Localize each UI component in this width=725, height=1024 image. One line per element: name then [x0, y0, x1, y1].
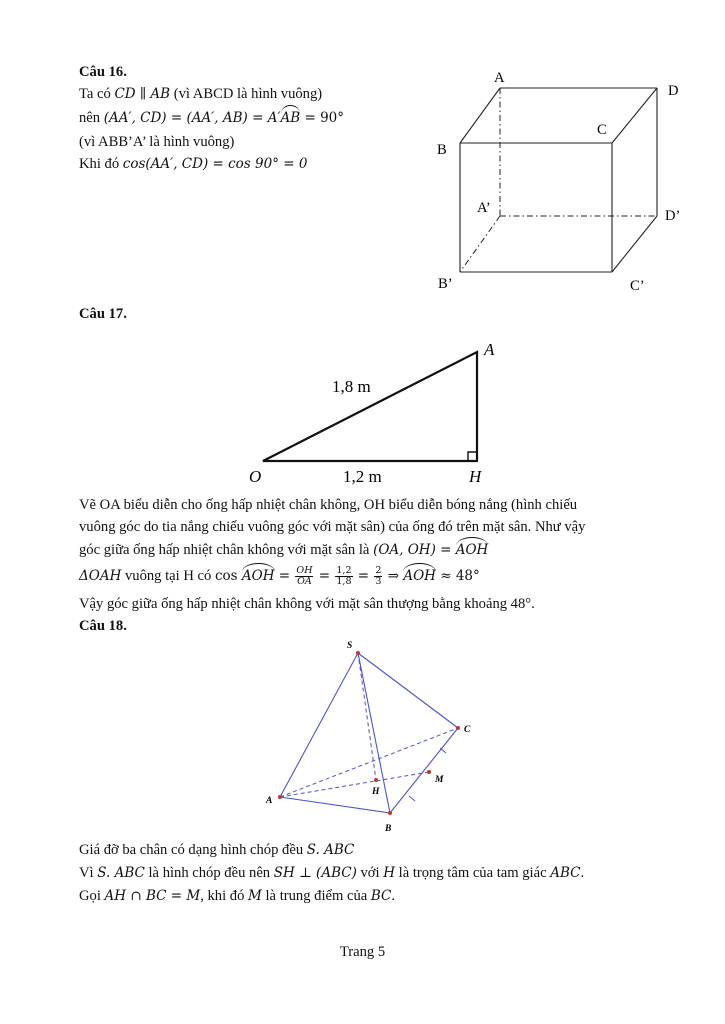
dot-A [278, 795, 282, 799]
cube-label-B: B [437, 142, 447, 158]
q18-line-2: Vì S. ABC là hình chóp đều nên SH ⊥ (ABC) với H là trọng tâm của tam giác ABC. [79, 865, 585, 881]
cube-figure [430, 60, 700, 300]
q17-para-3: góc giữa ống hấp nhiệt chân không với mặt sân là (OA, OH) = AOH [79, 542, 489, 558]
cube-label-A1: A’ [477, 200, 491, 216]
q16-line-4: Khi đó cos(AA′, CD) = cos 90° = 0 [79, 156, 308, 172]
point-A: A [484, 340, 495, 359]
dot-S [356, 651, 360, 655]
edge-AC-hidden [280, 728, 458, 797]
label-M: M [435, 775, 444, 785]
q17-para-5: Vậy góc giữa ống hấp nhiệt chân không với mặt sân thượng bằng khoảng 48°. [79, 596, 535, 612]
edge-C1D1 [612, 216, 657, 272]
hypotenuse-label: 1,8 m [332, 377, 371, 396]
fraction-oh-oa: $\frac{OH}{OA}$ [296, 565, 313, 587]
right-angle-mark [468, 452, 477, 461]
pyramid-figure [260, 635, 480, 840]
q17-heading: Câu 17. [79, 306, 127, 322]
cube-label-C1: C’ [630, 278, 645, 294]
q17-para-4: ΔOAH vuông tại H có cos AOH = $\frac{OH}{OA}$ = $\frac{1,2}{1,8}$ = $\frac{2}{3}$ ⇒ AOH ≈ 48° [79, 565, 480, 587]
edge-A1B1-hidden [460, 216, 500, 272]
cube-label-C: C [597, 122, 607, 138]
q18-heading: Câu 18. [79, 618, 127, 634]
label-A: A [266, 796, 273, 806]
dot-M [427, 770, 431, 774]
cube-label-A: A [494, 70, 505, 86]
dot-C [456, 726, 460, 730]
cube-label-D1: D’ [665, 208, 681, 224]
edge-CD [612, 88, 657, 143]
segment-AM-hidden [280, 772, 429, 797]
q16-heading: Câu 16. [79, 64, 127, 80]
q16-line-2: nên (AA′, CD) = (AA′, AB) = A′AB = 90° [79, 110, 345, 126]
edge-SC [358, 653, 458, 728]
q17-para-1: Vẽ OA biểu diễn cho ống hấp nhiệt chân không, OH biểu diễn bóng nắng (hình chiếu [79, 497, 578, 513]
edge-BA [460, 88, 500, 143]
fraction-2-3: $\frac{2}{3}$ [375, 565, 382, 587]
label-B: B [385, 824, 392, 834]
q16-line-1: Ta có CD ∥ AB (vì ABCD là hình vuông) [79, 86, 323, 102]
label-H: H [372, 787, 380, 797]
label-C: C [464, 725, 471, 735]
edge-AB [280, 797, 390, 813]
triangle-OAH [263, 352, 477, 461]
base-label: 1,2 m [343, 467, 382, 486]
point-H: H [469, 467, 482, 486]
dot-H [374, 778, 378, 782]
dot-B [388, 811, 392, 815]
q18-line-3: Gọi AH ∩ BC = M, khi đó M là trung điểm của BC. [79, 888, 396, 904]
fraction-12-18: $\frac{1,2}{1,8}$ [336, 565, 352, 587]
tick-MC [440, 748, 446, 753]
q17-para-2: vuông góc do tia nắng chiếu vuông góc với mặt sân) của ống đó trên mặt sân. Như vậy [79, 519, 586, 535]
tick-MB [409, 796, 415, 801]
q18-line-1: Giá đỡ ba chân có dạng hình chóp đều S. ABC [79, 842, 355, 858]
cube-label-D: D [668, 83, 679, 99]
q16-line-3: (vì ABB’A’ là hình vuông) [79, 134, 235, 150]
label-S: S [347, 641, 353, 651]
cube-label-B1: B’ [438, 276, 453, 292]
point-O: O [249, 467, 262, 486]
triangle-figure [240, 330, 520, 490]
edge-SA [280, 653, 358, 797]
page-number: Trang 5 [339, 944, 386, 960]
